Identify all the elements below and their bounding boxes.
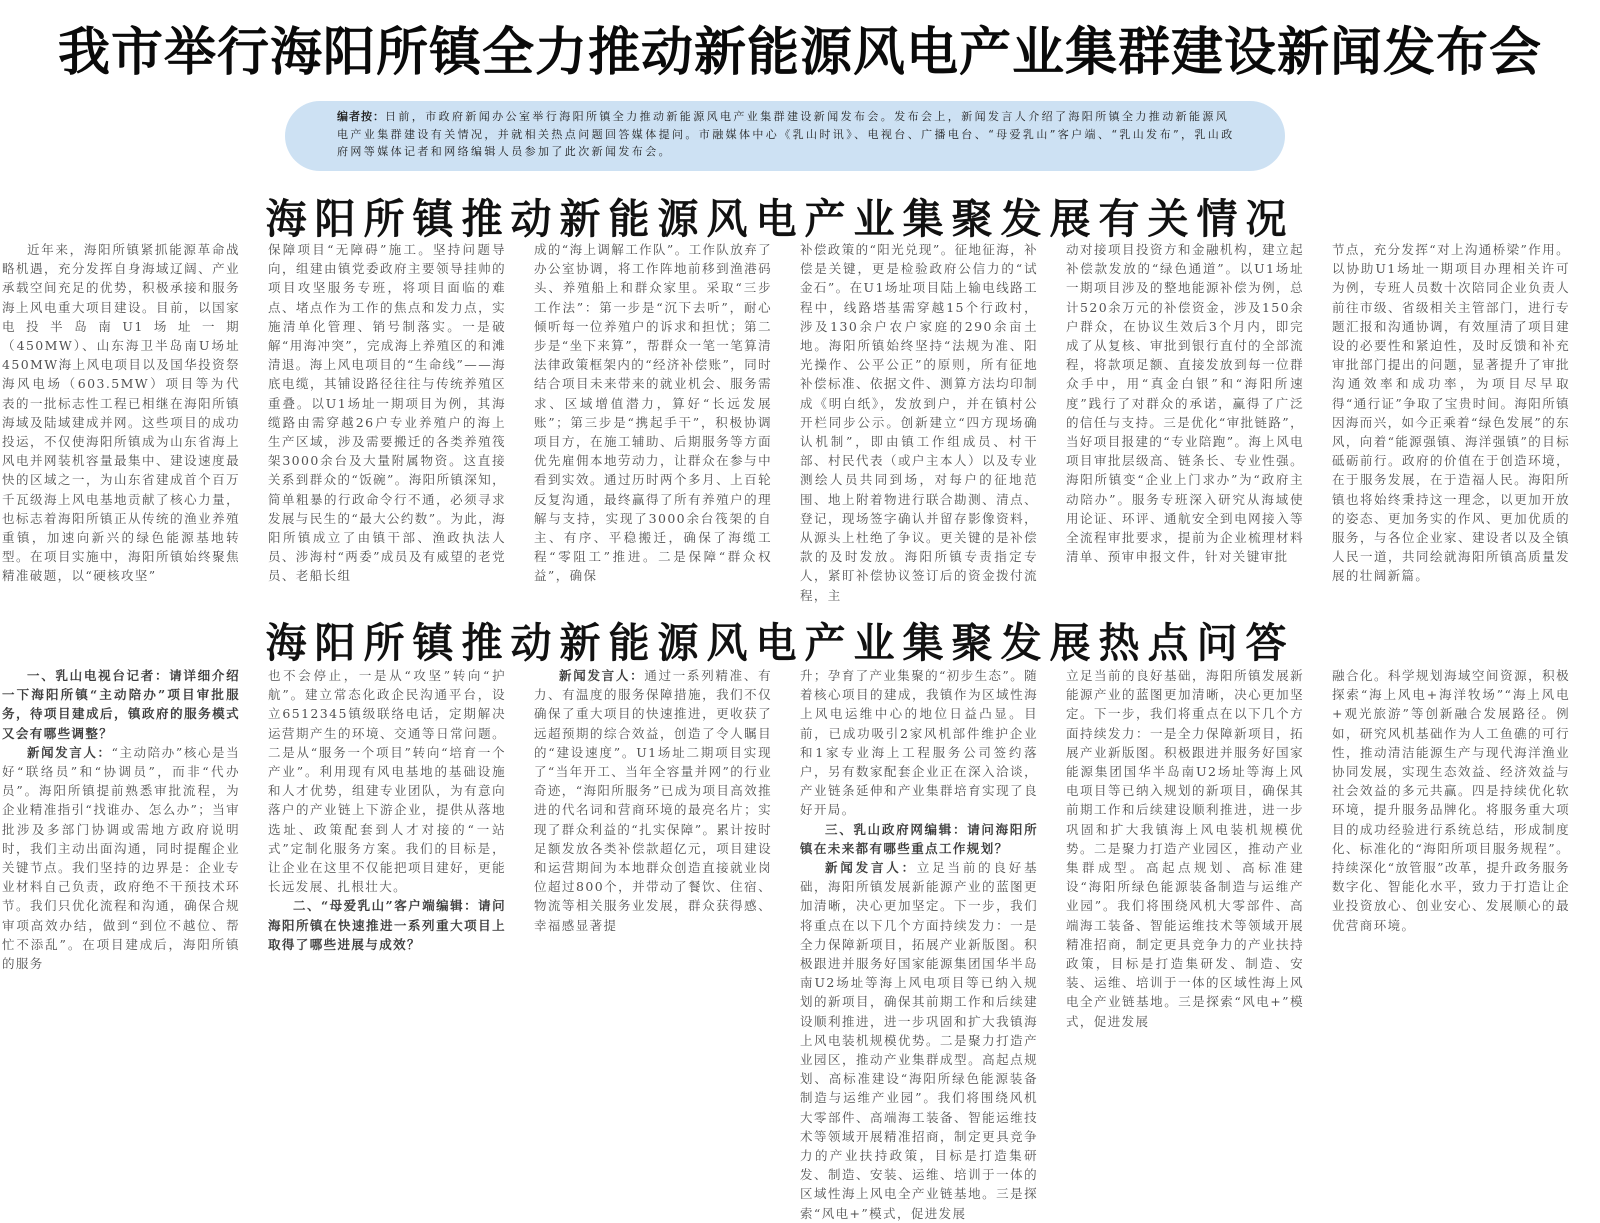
section2-column-4 xyxy=(800,666,1038,1221)
answer-2-part-1: 通过一系列精准、有力、有温度的服务保障措施，我们不仅确保了重大项目的快速推进，更收获了远超预期的综合效益，创造了令人瞩目的“建设速度”。U1场址二期项目实现了“当年开工、当年全容量并网”的行业奇迹，“海阳所服务”已成为项目高效推进的代名词和营商环境的最亮名片；实现了群众利益的“扎实保障”。累计按时足额发放各类补偿款超亿元，项目建设和运营期间为本地群众创造直接就业岗位超过800个，并带动了餐饮、住宿、物流等相关服务业发展，群众获得感、幸福感显著提 xyxy=(534,668,772,933)
spokesperson-label: 新闻发言人： xyxy=(559,668,645,683)
section1-column-1 xyxy=(2,240,240,598)
editor-note-box xyxy=(285,101,1285,171)
question-2: 二、“母爱乳山”客户端编辑：请问海阳所镇在快速推进一系列重大项目上取得了哪些进展与成效？ xyxy=(268,898,506,952)
section2-column-1 xyxy=(2,666,240,972)
page-headline: 我市举行海阳所镇全力推动新能源风电产业集群建设新闻发布会 xyxy=(57,22,1542,83)
section1-title: 海阳所镇推动新能源风电产业集聚发展有关情况 xyxy=(265,195,1295,243)
section1-columns xyxy=(0,240,1600,603)
spokesperson-label: 新闻发言人： xyxy=(27,744,112,760)
section1-column-3 xyxy=(534,240,772,598)
answer-3-part-1: 立足当前的良好基础，海阳所镇发展新能源产业的蓝图更加清晰，决心更加坚定。下一步，我们将重点在以下几个方面持续发力：一是全力保障新项目，拓展产业新版图。积极跟进并服务好国家能源集团国华半岛南U2场址等海上风电项目等已纳入规划的新项目，确保其前期工作和后续建设顺利推进，进一步巩固和扩大我镇海上风电装机规模优势。二是聚力打造产业园区，推动产业集群成型。高起点规划、高标准建设“海阳所绿色能源装备制造与运维产业园”。我们将围绕风机大零部件、高端海工装备、智能运维技术等领域开展精准招商，制定更具竞争力的产业扶持政策，目标是打造集研发、制造、安装、运维、培训于一体的区域性海上风电全产业链基地。三是探索“风电+”模式，促进发展 xyxy=(800,860,1038,1221)
editor-note-label: 编者按： xyxy=(337,110,385,123)
article-paragraph: 补偿政策的“阳光兑现”。征地征海，补偿是关键，更是检验政府公信力的“试金石”。在U1场址项目陆上输电线路工程中，线路塔基需穿越15个行政村，涉及130余户农户家庭的290余亩土地。海阳所镇始终坚持“法规为准、阳光操作、公平公正”的原则，所有征地补偿标准、依据文件、测算方法均印制成《明白纸》，发放到户，并在镇村公开栏同步公示。创新建立“四方现场确认机制”，即由镇工作组成员、村干部、村民代表（或户主本人）以及专业测绘人员共同到场，对每户的征地范围、地上附着物进行联合勘测、清点、登记，现场签字确认并留存影像资料，从源头上杜绝了争议。更关键的是补偿款的及时发放。海阳所镇专责指定专人，紧盯补偿协议签订后的资金拨付流程，主 xyxy=(800,242,1038,603)
article-paragraph: 动对接项目投资方和金融机构，建立起补偿款发放的“绿色通道”。以U1场址一期项目涉及的整地能源补偿为例，总计520余万元的补偿资金，涉及150余户群众，在协议生效后3个月内，即完成了从复核、审批到银行直付的全部流程，将款项足额、直接发放到每一位群众手中，用“真金白银”和“海阳所速度”践行了对群众的承诺，赢得了广泛的信任与支持。三是优化“审批链路”，当好项目报建的“专业陪跑”。海上风电项目审批层级高、链条长、专业性强。海阳所镇变“企业上门求办”为“政府主动陪办”。服务专班深入研究从海域使用论证、环评、通航安全到电网接入等全流程审批要求，提前为企业梳理材料清单、预审申报文件，针对关键审批 xyxy=(1066,242,1304,565)
answer-3-part-2: 融合化。科学规划海域空间资源，积极探索“海上风电+海洋牧场”“海上风电+观光旅游”等创新融合发展路径。例如，研究风机基础作为人工鱼礁的可行性，推动清洁能源生产与现代海洋渔业协同发展，实现生态效益、经济效益与社会效益的多元共赢。四是持续优化软环境，提升服务品牌化。将服务重大项目的成功经验进行系统总结，形成制度化、标准化的“海阳所项目服务规程”。持续深化“放管服”改革，提升政务服务数字化、智能化水平，致力于打造让企业投资放心、创业安心、发展顺心的最优营商环境。 xyxy=(1332,668,1570,933)
section1-column-5 xyxy=(1066,240,1304,598)
section1-column-6 xyxy=(1332,240,1570,598)
article-paragraph: 成的“海上调解工作队”。工作队放弃了办公室协调，将工作阵地前移到渔港码头、养殖船上和群众家里。采取“三步工作法”：第一步是“沉下去听”，耐心倾听每一位养殖户的诉求和担忧；第二步是“坐下来算”，帮群众一笔一笔算清法律政策框架内的“经济补偿账”，同时结合项目未来带来的就业机会、服务需求、区域增值潜力，算好“长远发展账”；第三步是“携起手干”，积极协调项目方，在施工辅助、后期服务等方面优先雇佣本地劳动力，让群众在参与中看到实效。通过历时两个多月、上百轮反复沟通，最终赢得了所有养殖户的理解与支持，实现了3000余台筏架的自主、有序、平稳搬迁，确保了海缆工程“零阻工”推进。二是保障“群众权益”，确保 xyxy=(534,242,772,584)
answer-1-part-1: “主动陪办”核心是当好“联络员”和“协调员”，而非“代办员”。海阳所镇提前熟悉审批流程，为企业精准指引“找谁办、怎么办”；当审批涉及多部门协调或需地方政府说明时，我们主动出面沟通，同时提醒企业关键节点。我们坚持的边界是：企业专业材料自己负责，政府绝不干预技术环节。我们只优化流程和沟通，确保合规审项高效办结，做到“到位不越位、帮忙不添乱”。在项目建成后，海阳所镇的服务 xyxy=(2,744,240,972)
question-3: 三、乳山政府网编辑：请问海阳所镇在未来都有哪些重点工作规划？ xyxy=(800,821,1038,856)
section1-column-4 xyxy=(800,240,1038,603)
editor-note-text: 日前，市政府新闻办公室举行海阳所镇全力推动新能源风电产业集群建设新闻发布会。发布会上，新闻发言人介绍了海阳所镇全力推动新能源风电产业集群建设有关情况，并就相关热点问题回答媒体提问。市融媒体中心《乳山时讯》、电视台、广播电台、“母爱乳山”客户端、“乳山发布”，乳山政府网等媒体记者和网络编辑人员参加了此次新闻发布会。 xyxy=(337,110,1235,158)
spokesperson-label: 新闻发言人： xyxy=(825,860,917,876)
section2-title: 海阳所镇推动新能源风电产业集聚发展热点问答 xyxy=(265,619,1295,667)
article-paragraph: 保障项目“无障碍”施工。坚持问题导向，组建由镇党委政府主要领导挂帅的项目攻坚服务专班，将项目面临的难点、堵点作为工作的焦点和发力点，实施清单化管理、销号制落实。一是破解“用海冲突”，完成海上养殖区的和滩清退。海上风电项目的“生命线”——海底电缆，其铺设路径往往与传统养殖区重叠。以U1场址一期项目为例，其海缆路由需穿越26户专业养殖户的海上生产区域，涉及需要搬迁的各类养殖筏架3000余台及大量附属物资。这直接关系到群众的“饭碗”。海阳所镇深知，简单粗暴的行政命令行不通，必须寻求发展与民生的“最大公约数”。为此，海阳所镇成立了由镇干部、渔政执法人员、涉海村“两委”成员及有威望的老党员、老船长组 xyxy=(268,242,506,584)
answer-2-part-2: 升；孕育了产业集聚的“初步生态”。随着核心项目的建成，我镇作为区域性海上风电运维中心的地位日益凸显。目前，已成功吸引2家风机部件维护企业和1家专业海上工程服务公司签约落户，另有数家配套企业正在深入洽谈，产业链条延伸和产业集群培育实现了良好开局。 xyxy=(800,668,1038,818)
answer-3-continued: 立足当前的良好基础，海阳所镇发展新能源产业的蓝图更加清晰，决心更加坚定。下一步，我们将重点在以下几个方面持续发力：一是全力保障新项目，拓展产业新版图。积极跟进并服务好国家能源集团国华半岛南U2场址等海上风电项目等已纳入规划的新项目，确保其前期工作和后续建设顺利推进，进一步巩固和扩大我镇海上风电装机规模优势。二是聚力打造产业园区，推动产业集群成型。高起点规划、高标准建设“海阳所绿色能源装备制造与运维产业园”。我们将围绕风机大零部件、高端海工装备、智能运维技术等领域开展精准招商，制定更具竞争力的产业扶持政策，目标是打造集研发、制造、安装、运维、培训于一体的区域性海上风电全产业链基地。三是探索“风电+”模式，促进发展 xyxy=(1066,668,1304,1029)
question-1: 一、乳山电视台记者：请详细介绍一下海阳所镇“主动陪办”项目审批服务，待项目建成后，镇政府的服务模式又会有哪些调整？ xyxy=(2,668,240,741)
section2-columns xyxy=(0,666,1600,1221)
section2-column-5 xyxy=(1066,666,1304,1029)
article-paragraph: 近年来，海阳所镇紧抓能源革命战略机遇，充分发挥自身海域辽阔、产业承载空间充足的优势，积极承接和服务海上风电重大项目建设。目前，以国家电投半岛南U1场址一期（450MW）、山东海卫半岛南U场址450MW海上风电项目以及国华投资祭海风电场（603.5MW）项目等为代表的一批标志性工程已相继在海阳所镇海域及陆域建成并网。这些项目的成功投运，不仅使海阳所镇成为山东省海上风电并网装机容量最集中、建设速度最快的区域之一，为山东省建成首个百万千瓦级海上风电基地贡献了核心力量，也标志着海阳所镇正从传统的渔业养殖重镇，加速向新兴的绿色能源基地转型。在项目实施中，海阳所镇始终聚焦精准破题，以“硬核攻坚” xyxy=(2,242,240,584)
article-paragraph: 节点，充分发挥“对上沟通桥梁”作用。以协助U1场址一期项目办理相关许可为例，专班人员数十次陪同企业负责人前往市级、省级相关主管部门，进行专题汇报和沟通协调，有效厘清了项目建设的必要性和紧迫性，及时反馈和补充审批部门提出的问题，显著提升了审批沟通效率和成功率，为项目尽早取得“通行证”争取了宝贵时间。海阳所镇因海而兴，如今正乘着“绿色发展”的东风，向着“能源强镇、海洋强镇”的目标砥砺前行。政府的价值在于创造环境，在于服务发展，在于造福人民。海阳所镇也将始终秉持这一理念，以更加开放的姿态、更加务实的作风、更加优质的服务，与各位企业家、建设者以及全镇人民一道，共同绘就海阳所镇高质量发展的壮阔新篇。 xyxy=(1332,242,1570,584)
section2-column-2 xyxy=(268,666,506,972)
section2-column-3 xyxy=(534,666,772,972)
section2-column-6 xyxy=(1332,666,1570,972)
answer-1-part-2: 也不会停止，一是从“攻坚”转向“护航”。建立常态化政企民沟通平台，设立6512345镇级联络电话，定期解决运营期产生的环境、交通等日常问题。二是从“服务一个项目”转向“培育一个产业”。利用现有风电基地的基础设施和人才优势，组建专业团队，为有意向落户的产业链上下游企业，提供从落地选址、政策配套到人才对接的“一站式”定制化服务方案。我们的目标是，让企业在这里不仅能把项目建好，更能长远发展、扎根壮大。 xyxy=(268,668,506,895)
section1-column-2 xyxy=(268,240,506,598)
